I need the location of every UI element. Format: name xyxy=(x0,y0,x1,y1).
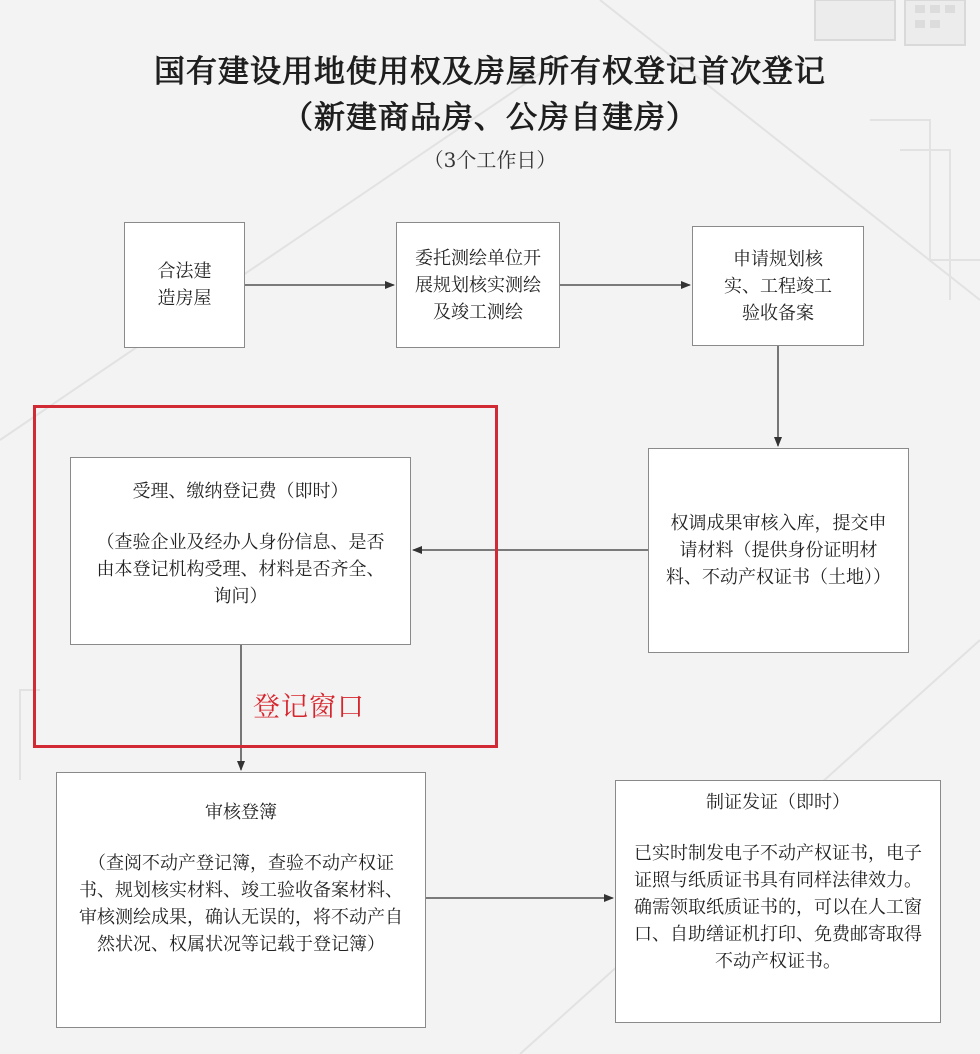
step-submit-label: 权调成果审核入库，提交申请材料（提供身份证明材料、不动产权证书（土地）） xyxy=(666,513,891,588)
step-review-label: 审核登簿 xyxy=(205,802,277,823)
step-review-detail: （查阅不动产登记簿，查验不动产权证书、规划核实材料、竣工验收备案材料、审核测绘成果，确认无误的，将不动产自然状况、权属状况等记载于登记簿） xyxy=(79,853,403,955)
step-survey xyxy=(396,222,560,348)
step-build-house xyxy=(124,222,245,348)
page-subtitle: （新建商品房、公房自建房） xyxy=(282,100,698,136)
step-submit-materials xyxy=(648,448,909,653)
page-title: 国有建设用地使用权及房屋所有权登记首次登记 xyxy=(154,54,826,90)
step-review-register xyxy=(56,772,426,1028)
duration-label: （3个工作日） xyxy=(423,148,557,172)
registration-window-label: 登记窗口 xyxy=(253,692,365,723)
step-build-house-label: 合法建造房屋 xyxy=(157,261,212,309)
step-planning-label: 申请规划核实、工程竣工验收备案 xyxy=(724,248,832,324)
step-issue-certificate xyxy=(615,780,941,1023)
step-survey-label: 委托测绘单位开展规划核实测绘及竣工测绘 xyxy=(415,247,541,323)
step-issue-label: 制证发证（即时） xyxy=(706,792,850,813)
step-accept-detail: （查验企业及经办人身份信息、是否由本登记机构受理、材料是否齐全、询问） xyxy=(96,532,385,607)
step-issue-detail: 已实时制发电子不动产权证书，电子证照与纸质证书具有同样法律效力。确需领取纸质证书的，可以在人工窗口、自助缮证机打印、免费邮寄取得不动产权证书。 xyxy=(634,843,922,972)
step-planning-verification xyxy=(692,226,864,346)
step-accept-label: 受理、缴纳登记费（即时） xyxy=(132,481,349,502)
